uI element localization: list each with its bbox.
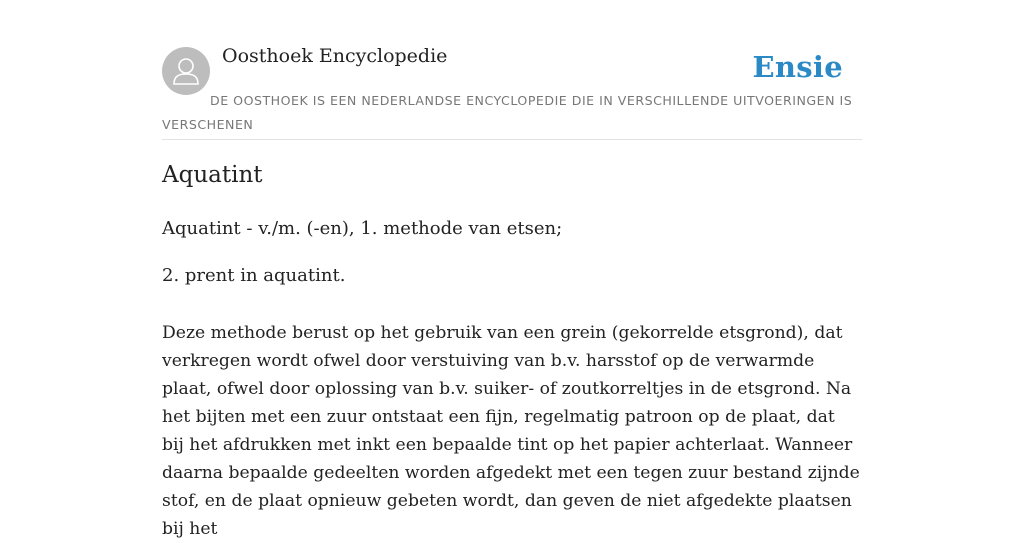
header	[162, 0, 862, 140]
avatar-silhouette-icon	[162, 47, 210, 95]
entry-title: Aquatint	[162, 162, 263, 188]
source-tagline: DE OOSTHOEK IS EEN NEDERLANDSE ENCYCLOPEDIE DIE IN VERSCHILLENDE UITVOERINGEN IS VERSCHENEN	[162, 93, 853, 132]
definition-2: 2. prent in aquatint.	[162, 265, 346, 286]
entry-body: Deze methode berust op het gebruik van een grein (gekorrelde etsgrond), dat verkregen wordt ofwel door verstuiving van b.v. harsstof op de verwarmde plaat, ofwel door oplossing van b.v. suiker- of zoutkorreltjes in de etsgrond. Na het bijten met een zuur ontstaat een fijn, regelmatig patroon op de plaat, dat bij het afdrukken met inkt een bepaalde tint op het papier achterlaat. Wanneer daarna bepaalde gedeelten worden afgedekt met een tegen zuur bestand zijnde stof, en de plaat opnieuw gebeten wordt, dan geven de niet afgedekte plaatsen bij het	[162, 323, 860, 539]
page	[162, 0, 862, 539]
user-avatar-icon[interactable]	[162, 47, 210, 95]
brand-logo[interactable]: Ensie	[752, 50, 843, 84]
definition-1: Aquatint - v./m. (-en), 1. methode van etsen;	[162, 218, 563, 239]
source-title[interactable]: Oosthoek Encyclopedie	[222, 45, 448, 67]
